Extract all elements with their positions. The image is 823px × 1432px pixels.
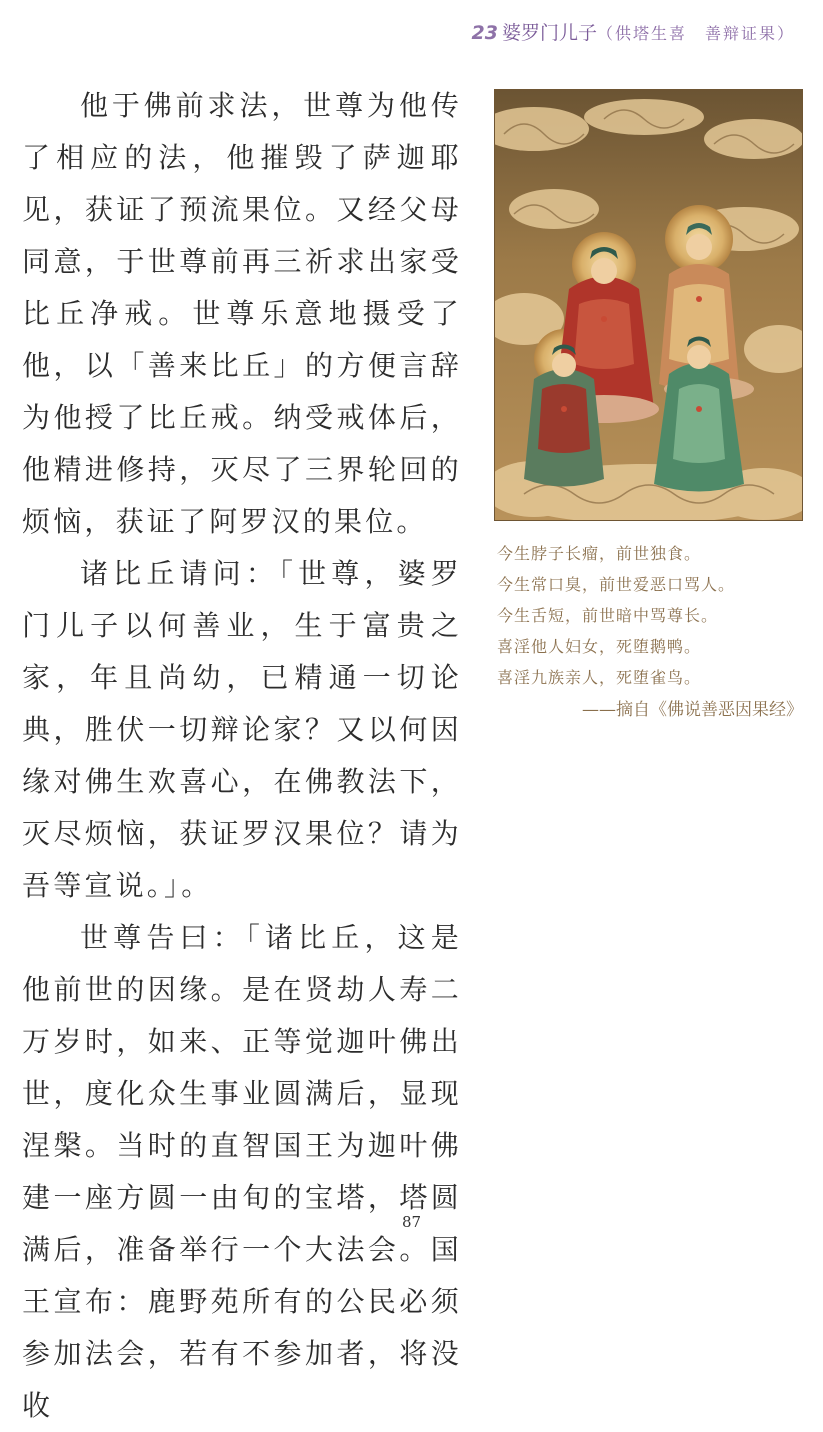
page-number: 87	[401, 1213, 422, 1231]
painting-artwork	[494, 89, 803, 521]
chapter-title: 婆罗门儿子	[501, 22, 597, 44]
caption-line: 喜淫他人妇女，死堕鹅鸭。	[497, 637, 702, 656]
running-header	[472, 18, 795, 45]
caption-line: 喜淫九族亲人，死堕雀鸟。	[497, 668, 702, 687]
paragraph-3: 世尊告曰：「诸比丘，这是他前世的因缘。是在贤劫人寿二万岁时，如来、正等觉迦叶佛出世，度化众生事业圆满后，显现涅槃。当时的直智国王为迦叶佛建一座方圆一由旬的宝塔，塔圆满后，准备举行一个大法会。国王宣布：鹿野苑所有的公民必须参加法会，若有不参加者，将没收	[22, 921, 462, 1422]
caption-line: 今生常口臭，前世爱恶口骂人。	[497, 575, 736, 594]
caption-source: ——摘自《佛说善恶因果经》	[582, 700, 803, 720]
image-caption	[497, 538, 803, 726]
paragraph-2: 诸比丘请问：「世尊，婆罗门儿子以何善业，生于富贵之家，年且尚幼，已精通一切论典，胜伏一切辩论家？又以何因缘对佛生欢喜心，在佛教法下，灭尽烦恼，获证罗汉果位？请为吾等宣说。」。	[22, 557, 462, 902]
chapter-subtitle: （供塔生喜 善辩证果）	[596, 24, 795, 43]
buddhist-painting-illustration	[494, 89, 803, 521]
chapter-number: 23	[471, 22, 498, 44]
caption-line: 今生脖子长瘤，前世独食。	[497, 544, 702, 563]
paragraph-1: 他于佛前求法，世尊为他传了相应的法，他摧毁了萨迦耶见，获证了预流果位。又经父母同意，于世尊前再三祈求出家受比丘净戒。世尊乐意地摄受了他，以「善来比丘」的方便言辞为他授了比丘戒。纳受戒体后，他精进修持，灭尽了三界轮回的烦恼，获证了阿罗汉的果位。	[22, 89, 462, 538]
caption-line: 今生舌短，前世暗中骂尊长。	[497, 606, 719, 625]
